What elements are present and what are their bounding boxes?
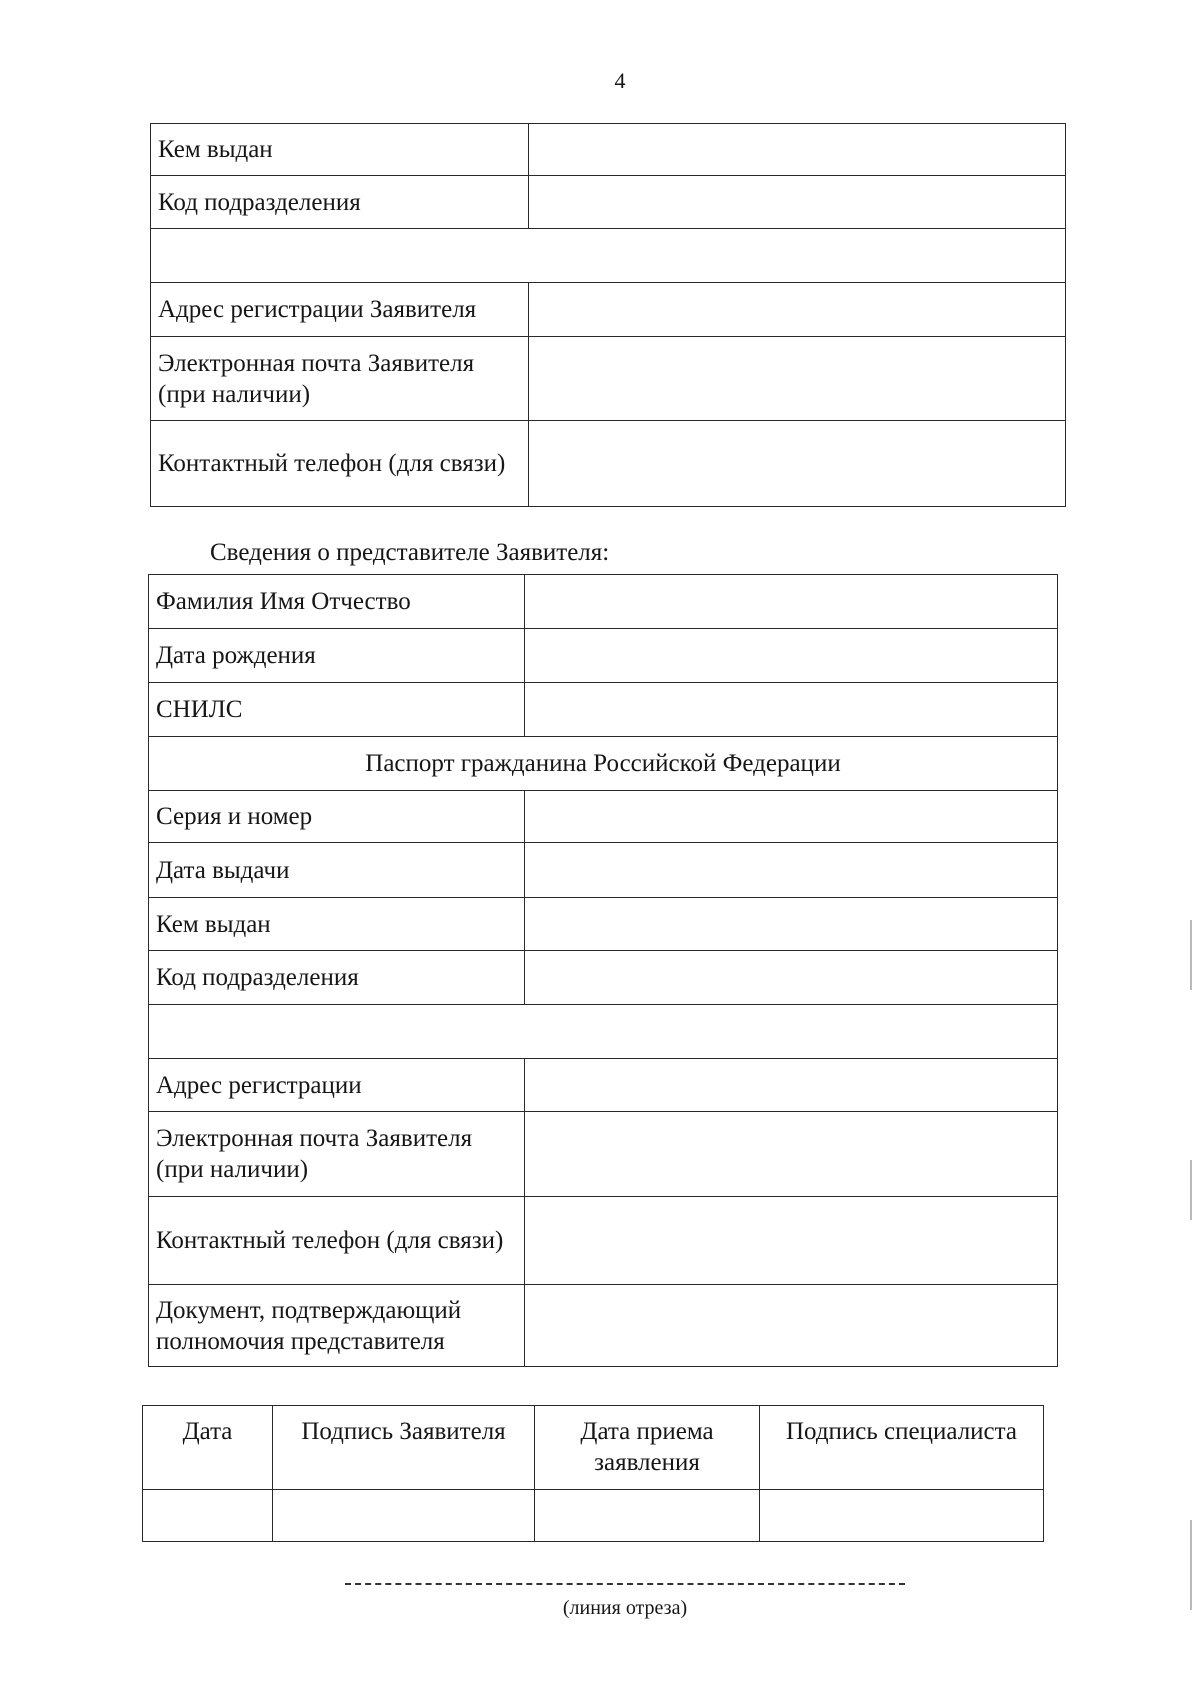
field-label-issued-by: Кем выдан: [149, 898, 525, 951]
table-row: [149, 1285, 1058, 1367]
field-value-issued-by[interactable]: [529, 124, 1066, 176]
cut-line-caption: (линия отреза): [562, 1597, 688, 1619]
field-label-division-code: Код подразделения: [149, 951, 525, 1005]
scan-edge-mark: [1190, 1520, 1192, 1610]
field-value-issued-by[interactable]: [525, 898, 1058, 951]
table-row: [149, 629, 1058, 683]
header-specialist-signature: Подпись специалиста: [760, 1406, 1044, 1490]
field-label-phone: Контактный телефон (для связи): [151, 421, 529, 507]
cut-line: [345, 1583, 905, 1585]
field-label-email: Электронная почта Заявителя (при наличии): [151, 337, 529, 421]
table-row: [149, 898, 1058, 951]
field-value-snils[interactable]: [525, 683, 1058, 737]
table-row: [149, 737, 1058, 791]
signature-header-row: [143, 1406, 1044, 1490]
table-row: [149, 1112, 1058, 1197]
table-row-spacer: [149, 1005, 1058, 1059]
value-acceptance-date[interactable]: [535, 1490, 760, 1542]
value-date[interactable]: [143, 1490, 273, 1542]
field-label-full-name: Фамилия Имя Отчество: [149, 575, 525, 629]
table-row: [151, 337, 1066, 421]
field-value-email[interactable]: [525, 1112, 1058, 1197]
field-label-division-code: Код подразделения: [151, 176, 529, 229]
field-value-registration-address[interactable]: [525, 1059, 1058, 1112]
field-label-birth-date: Дата рождения: [149, 629, 525, 683]
table-row: [151, 283, 1066, 337]
table-row: [149, 1059, 1058, 1112]
table-row: [151, 421, 1066, 507]
empty-separator-row: [151, 229, 1066, 283]
table-row-spacer: [151, 229, 1066, 283]
field-value-birth-date[interactable]: [525, 629, 1058, 683]
field-value-division-code[interactable]: [529, 176, 1066, 229]
field-value-full-name[interactable]: [525, 575, 1058, 629]
field-label-phone: Контактный телефон (для связи): [149, 1197, 525, 1285]
header-acceptance-date: Дата приема заявления: [535, 1406, 760, 1490]
table-row: [149, 843, 1058, 898]
scan-edge-mark: [1190, 1160, 1192, 1220]
field-label-issued-by: Кем выдан: [151, 124, 529, 176]
field-label-registration-address: Адрес регистрации Заявителя: [151, 283, 529, 337]
value-specialist-signature[interactable]: [760, 1490, 1044, 1542]
field-value-registration-address[interactable]: [529, 283, 1066, 337]
representative-table: [148, 574, 1058, 1367]
table-row: [151, 124, 1066, 176]
field-label-registration-address: Адрес регистрации: [149, 1059, 525, 1112]
applicant-table: [150, 123, 1066, 507]
field-label-snils: СНИЛС: [149, 683, 525, 737]
field-value-phone[interactable]: [525, 1197, 1058, 1285]
table-row: [149, 951, 1058, 1005]
passport-section-header: Паспорт гражданина Российской Федерации: [149, 737, 1058, 791]
field-label-authority-document: Документ, подтверждающий полномочия представителя: [149, 1285, 525, 1367]
field-value-authority-document[interactable]: [525, 1285, 1058, 1367]
field-value-division-code[interactable]: [525, 951, 1058, 1005]
table-row: [149, 1197, 1058, 1285]
signature-value-row: [143, 1490, 1044, 1542]
field-value-passport-number[interactable]: [525, 791, 1058, 843]
field-label-passport-number: Серия и номер: [149, 791, 525, 843]
table-row: [149, 791, 1058, 843]
field-label-issue-date: Дата выдачи: [149, 843, 525, 898]
table-row: [149, 683, 1058, 737]
field-value-email[interactable]: [529, 337, 1066, 421]
field-value-issue-date[interactable]: [525, 843, 1058, 898]
field-value-phone[interactable]: [529, 421, 1066, 507]
signature-table: [142, 1405, 1044, 1542]
empty-separator-row: [149, 1005, 1058, 1059]
header-date: Дата: [143, 1406, 273, 1490]
scan-edge-mark: [1190, 920, 1192, 990]
page-number: 4: [614, 68, 626, 93]
value-applicant-signature[interactable]: [273, 1490, 535, 1542]
table-row: [151, 176, 1066, 229]
representative-section-title: Сведения о представителе Заявителя:: [210, 539, 610, 566]
header-applicant-signature: Подпись Заявителя: [273, 1406, 535, 1490]
table-row: [149, 575, 1058, 629]
field-label-email: Электронная почта Заявителя (при наличии): [149, 1112, 525, 1197]
